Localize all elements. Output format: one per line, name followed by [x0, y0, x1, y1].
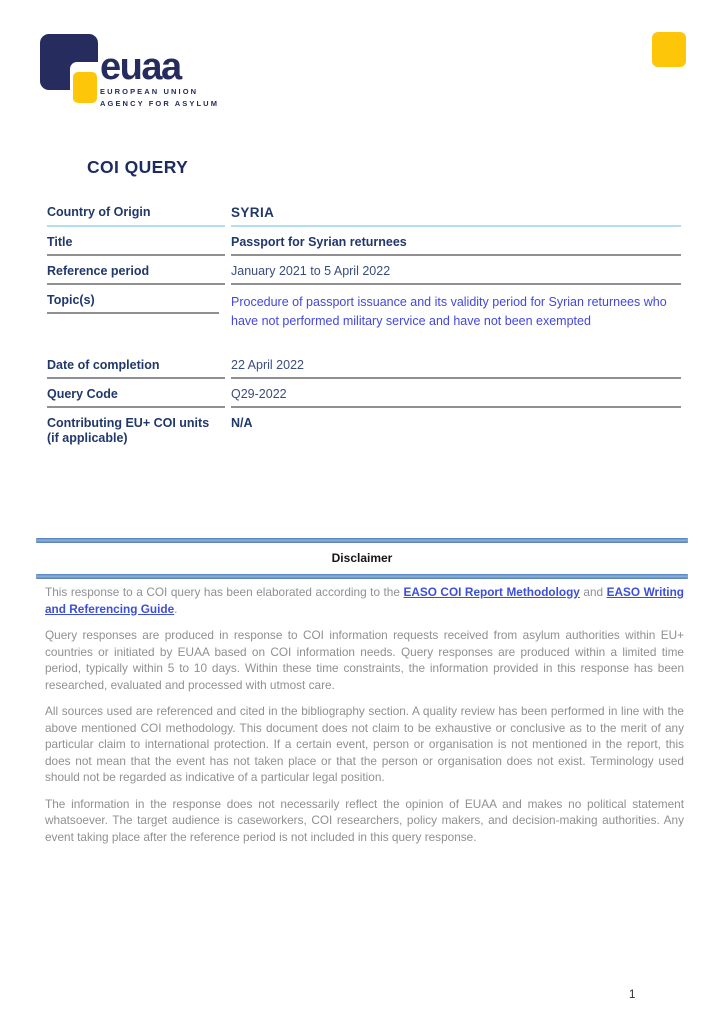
- euaa-logo-yellow-square-icon: [73, 72, 97, 103]
- p1-text: and: [579, 585, 607, 599]
- row-value: Passport for Syrian returnees: [231, 227, 681, 256]
- row-value: SYRIA: [231, 205, 275, 220]
- disclaimer-paragraph-1: [45, 584, 684, 617]
- euaa-logo-text: [100, 46, 220, 108]
- row-label: Title: [47, 227, 225, 256]
- euaa-wordmark: euaa: [100, 46, 181, 88]
- table-row-country-of-origin: [47, 197, 681, 227]
- euaa-tagline-line2: AGENCY FOR ASYLUM: [100, 99, 220, 108]
- euaa-tagline-line1: EUROPEAN UNION: [100, 87, 199, 96]
- euaa-logo: [40, 34, 98, 90]
- table-row-title: [47, 227, 681, 256]
- row-label: Contributing EU+ COI units (if applicable): [47, 416, 210, 445]
- row-value: Procedure of passport issuance and its validity period for Syrian returnees who have not performed military service and have not been exempted: [231, 295, 667, 328]
- easo-writing-referencing-guide-link[interactable]: EASO Writing and Referencing Guide: [45, 585, 684, 616]
- corner-accent-square: [652, 32, 686, 67]
- row-label: Country of Origin: [47, 197, 225, 227]
- disclaimer-body: [36, 579, 688, 845]
- query-table: [47, 197, 681, 450]
- disclaimer-title: Disclaimer: [331, 551, 393, 565]
- page-number: 1: [629, 989, 636, 1001]
- disclaimer-paragraph-4: The information in the response does not necessarily reflect the opinion of EUAA and makes no political statement whatsoever. The target audience is caseworkers, COI researchers, policy makers, and decision-making authorities. Any event taking place after the reference period is not included in this query response.: [45, 796, 684, 844]
- disclaimer-paragraph-3: All sources used are referenced and cited in the bibliography section. A quality review has been performed in line with the above mentioned COI methodology. This document does not claim to be exhaustive or conclusive as to the merit of any particular claim to international protection. If a certain event, person or organisation is not mentioned in the report, this does not mean that the event has not taken place or that the person or organisation does not exist. Terminology used should not be regarded as indicative of a particular legal position.: [45, 704, 684, 784]
- table-row-reference-period: [47, 256, 681, 285]
- p1-text: .: [174, 601, 178, 616]
- row-label: Reference period: [47, 256, 225, 285]
- table-row-query-code: [47, 379, 681, 408]
- topic-label-divider: [47, 312, 219, 314]
- row-value: January 2021 to 5 April 2022: [231, 256, 681, 285]
- row-value: 22 April 2022: [231, 350, 681, 379]
- row-value: Q29-2022: [231, 379, 681, 408]
- row-value: N/A: [231, 416, 253, 430]
- table-row-date-of-completion: [47, 350, 681, 379]
- easo-coi-report-methodology-link[interactable]: EASO COI Report Methodology: [403, 585, 580, 599]
- table-row-contributing-units: [47, 408, 681, 450]
- disclaimer-section: [36, 538, 688, 855]
- row-label: Topic(s): [47, 293, 95, 307]
- p1-text: This response to a COI query has been elaborated according to the: [45, 585, 404, 599]
- row-label: Date of completion: [47, 350, 225, 379]
- table-row-topics: [47, 285, 681, 350]
- disclaimer-paragraph-2: Query responses are produced in response to COI information requests received from asylum authorities within EU+ countries or initiated by EUAA based on COI information needs. Query responses are produced within a limited time period, typically within 5 to 10 days. Within these time constraints, the information provided in this response has been researched, evaluated and processed with utmost care.: [45, 628, 684, 692]
- page-title: COI QUERY: [87, 157, 189, 177]
- row-label: Query Code: [47, 379, 225, 408]
